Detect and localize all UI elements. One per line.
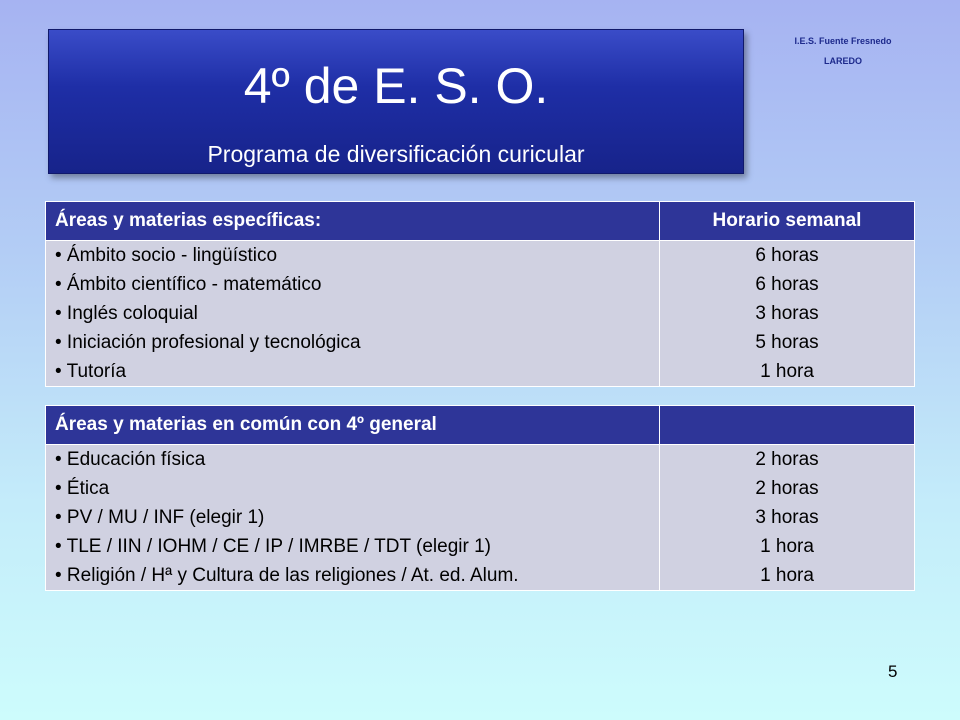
subject-item: • Ámbito socio - lingüístico [55,245,278,266]
subject-item: • Tutoría [55,361,127,382]
subject-item: • Religión / Hª y Cultura de las religiones / At. ed. Alum. [55,565,519,586]
common-subjects-table [45,405,915,591]
common-header-hours [660,406,915,445]
common-subjects-cell [46,445,660,591]
school-city: LAREDO [824,56,862,66]
hours-item: 3 horas [755,507,819,528]
specific-hours-cell [660,241,915,387]
hours-item: 6 horas [755,274,819,295]
school-name: I.E.S. Fuente Fresnedo [794,36,892,46]
hours-item: 2 horas [755,478,819,499]
subject-item: • PV / MU / INF (elegir 1) [55,507,265,528]
page-number: 5 [888,662,898,681]
specific-subjects-cell [46,241,660,387]
subject-item: • Inglés coloquial [55,303,198,324]
table-body-row [46,445,915,591]
subject-item: • Ámbito científico - matemático [55,274,322,295]
common-header-subjects: Áreas y materias en común con 4º general [46,406,660,445]
hours-item: 1 hora [760,565,814,586]
hours-item: 2 horas [755,449,819,470]
hours-item: 1 hora [760,536,814,557]
specific-header-hours: Horario semanal [660,202,915,241]
table-header-row [46,202,915,241]
slide-title: 4º de E. S. O. [243,58,549,114]
hours-item: 6 horas [755,245,819,266]
specific-subjects-table [45,201,915,387]
slide-subtitle: Programa de diversificación curicular [207,141,585,167]
hours-item: 1 hora [760,361,814,382]
subject-item: • Educación física [55,449,206,470]
title-box [48,29,744,174]
hours-item: 5 horas [755,332,819,353]
specific-header-subjects: Áreas y materias específicas: [46,202,660,241]
subject-item: • TLE / IIN / IOHM / CE / IP / IMRBE / TDT (elegir 1) [55,536,492,557]
subject-item: • Iniciación profesional y tecnológica [55,332,361,353]
common-hours-cell [660,445,915,591]
table-header-row [46,406,915,445]
hours-item: 3 horas [755,303,819,324]
table-body-row [46,241,915,387]
subject-item: • Ética [55,478,110,499]
